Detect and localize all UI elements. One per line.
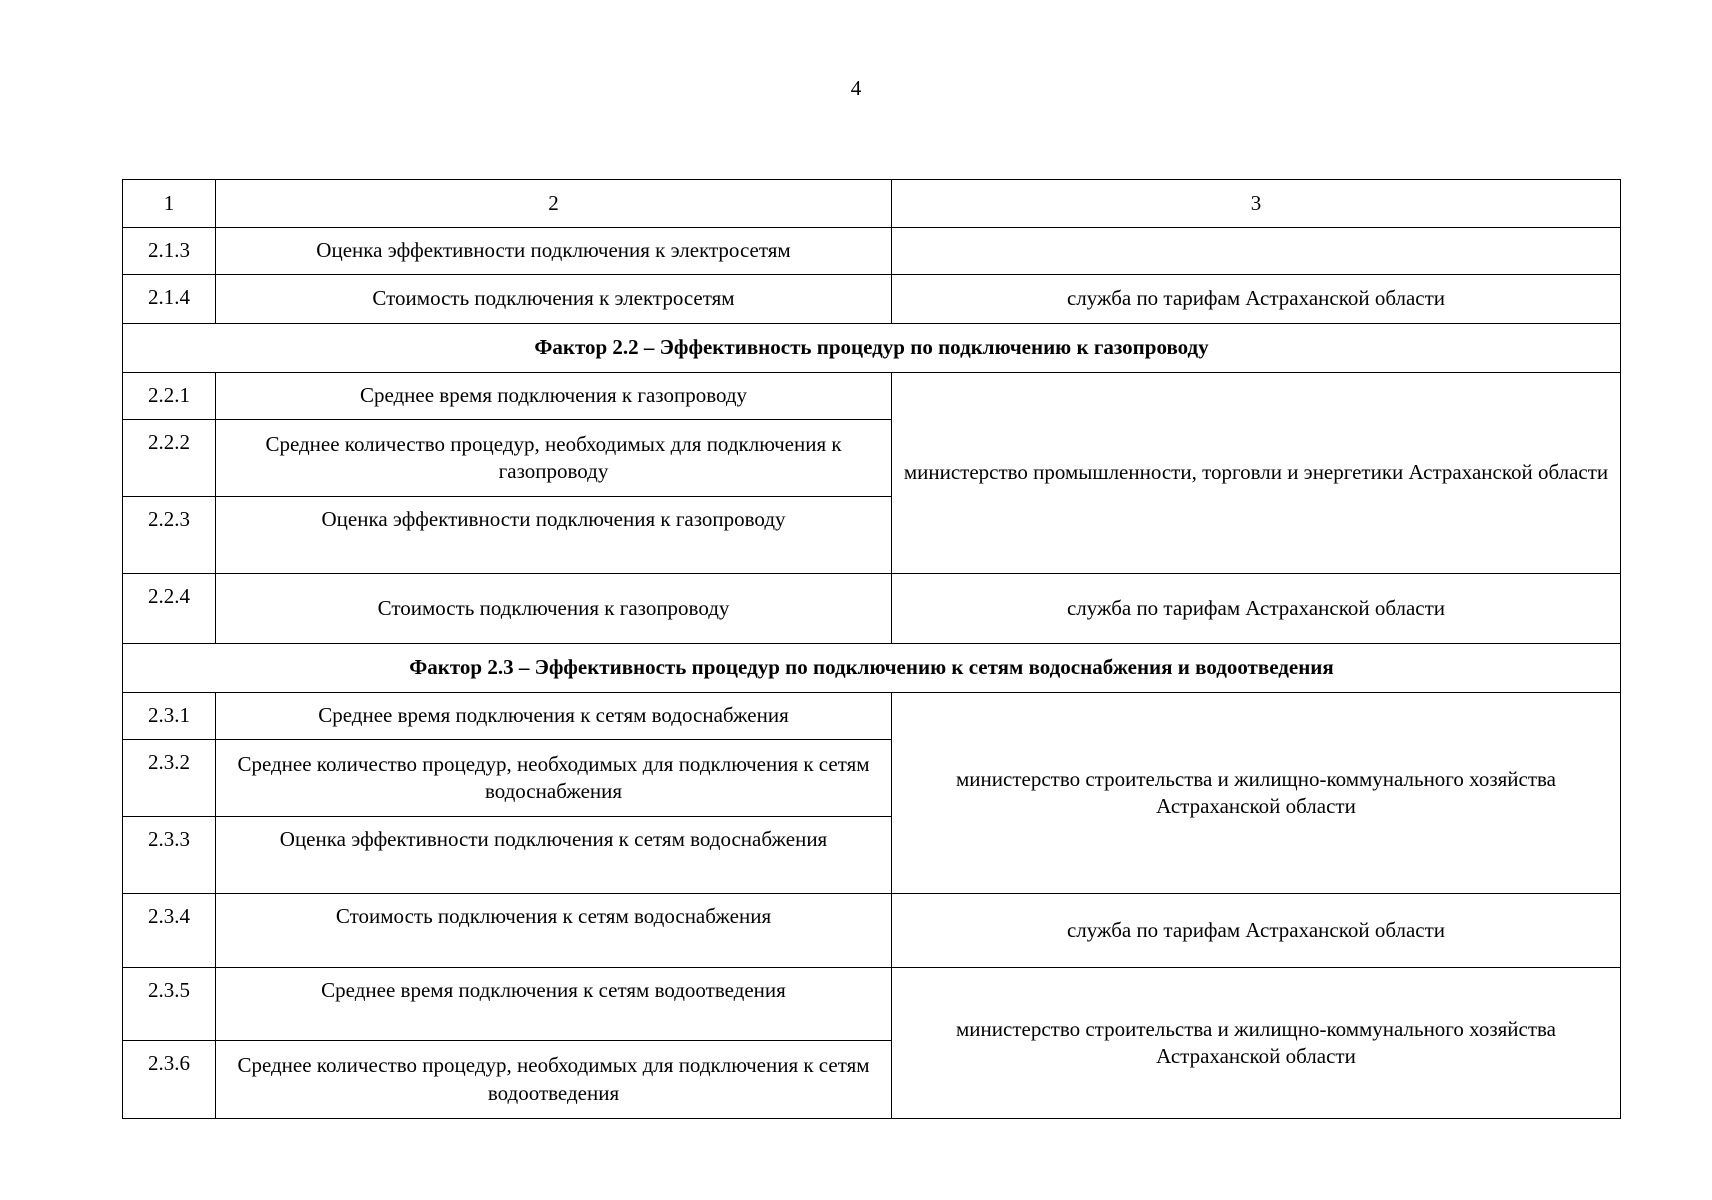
responsible-body: министерство строительства и жилищно-коммунального хозяйства Астраханской области (892, 968, 1621, 1119)
indicator-name: Оценка эффективности подключения к электросетям (216, 228, 892, 275)
table-row (123, 574, 1621, 644)
header-col-1: 1 (123, 180, 216, 228)
row-number: 2.3.6 (123, 1041, 216, 1119)
row-number: 2.3.4 (123, 894, 216, 968)
row-number: 2.1.4 (123, 275, 216, 324)
row-number: 2.3.5 (123, 968, 216, 1041)
row-number: 2.2.3 (123, 497, 216, 574)
row-number: 2.2.2 (123, 420, 216, 497)
responsible-body: министерство промышленности, торговли и энергетики Астраханской области (892, 373, 1621, 574)
row-number: 2.3.1 (123, 693, 216, 740)
factor-title: Фактор 2.2 – Эффективность процедур по подключению к газопроводу (123, 324, 1621, 373)
header-col-2: 2 (216, 180, 892, 228)
row-number: 2.2.1 (123, 373, 216, 420)
indicator-name: Среднее количество процедур, необходимых для подключения к сетям водоснабжения (216, 740, 892, 817)
responsible-body: министерство строительства и жилищно-коммунального хозяйства Астраханской области (892, 693, 1621, 894)
responsible-body: служба по тарифам Астраханской области (892, 574, 1621, 644)
header-col-3: 3 (892, 180, 1621, 228)
responsible-body: служба по тарифам Астраханской области (892, 275, 1621, 324)
indicator-name: Оценка эффективности подключения к сетям водоснабжения (216, 817, 892, 894)
table-row (123, 894, 1621, 968)
row-number: 2.3.3 (123, 817, 216, 894)
responsible-body (892, 228, 1621, 275)
table-row (123, 228, 1621, 275)
row-number: 2.3.2 (123, 740, 216, 817)
indicator-name: Оценка эффективности подключения к газопроводу (216, 497, 892, 574)
table-row (123, 693, 1621, 740)
indicator-name: Среднее количество процедур, необходимых для подключения к сетям водоотведения (216, 1041, 892, 1119)
row-number: 2.1.3 (123, 228, 216, 275)
indicator-name: Среднее время подключения к сетям водоснабжения (216, 693, 892, 740)
indicator-name: Среднее количество процедур, необходимых для подключения к газопроводу (216, 420, 892, 497)
factor-row (123, 644, 1621, 693)
indicator-name: Среднее время подключения к сетям водоотведения (216, 968, 892, 1041)
factor-row (123, 324, 1621, 373)
indicator-name: Стоимость подключения к электросетям (216, 275, 892, 324)
indicator-name: Среднее время подключения к газопроводу (216, 373, 892, 420)
page-number: 4 (850, 76, 862, 100)
table-header-row (123, 180, 1621, 228)
row-number: 2.2.4 (123, 574, 216, 644)
indicator-name: Стоимость подключения к сетям водоснабжения (216, 894, 892, 968)
indicators-table (122, 179, 1621, 1119)
indicator-name: Стоимость подключения к газопроводу (216, 574, 892, 644)
table-row (123, 373, 1621, 420)
table-row (123, 968, 1621, 1041)
table-row (123, 275, 1621, 324)
factor-title: Фактор 2.3 – Эффективность процедур по подключению к сетям водоснабжения и водоотведения (123, 644, 1621, 693)
responsible-body: служба по тарифам Астраханской области (892, 894, 1621, 968)
